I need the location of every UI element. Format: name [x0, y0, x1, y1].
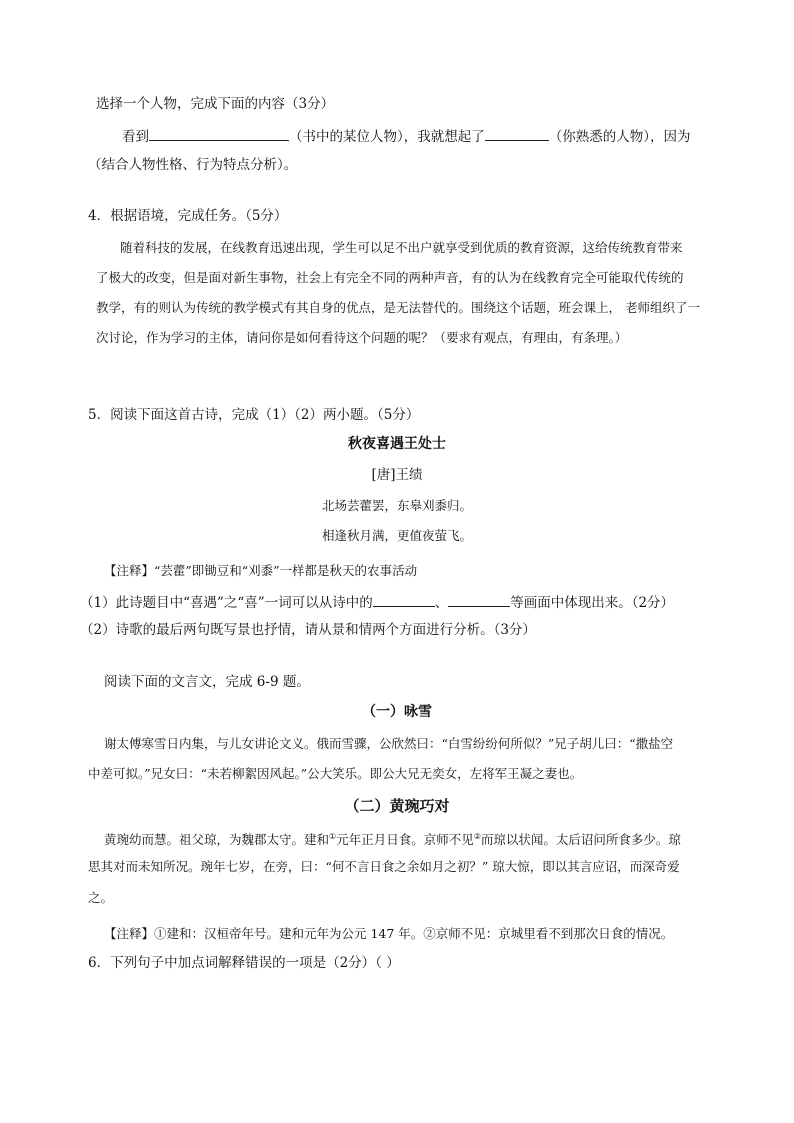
poem-title: 秋夜喜遇王处士	[348, 436, 446, 452]
q4-passage-line1: 随着科技的发展，在线教育迅速出现，学生可以足不出户就享受到优质的教育资源，这给传统教育带来	[120, 240, 683, 255]
part2-line3: 之。	[88, 890, 114, 905]
q3-line2-b: （书中的某位人物），我就想起了	[289, 129, 485, 145]
q3-line2	[122, 126, 691, 146]
footnote-ref-1: ①	[329, 832, 337, 841]
poem-author: [唐]王绩	[371, 467, 423, 483]
answer-blank-1[interactable]	[149, 126, 289, 141]
poem-line-1: 北场芸藿罢，东皋刈黍归。	[321, 498, 472, 513]
q3-intro: 选择一个人物，完成下面的内容（3分）	[96, 96, 335, 112]
part1-line2: 中差可拟。”兄女曰：“未若柳絮因风起。”公大笑乐。即公大兄无奕女，左将军王凝之妻也。	[88, 766, 583, 781]
answer-blank-2[interactable]	[485, 126, 549, 141]
poem-line-2: 相逢秋月满，更值夜萤飞。	[321, 528, 472, 543]
q3-line2-a: 看到	[122, 129, 149, 145]
answer-blank-3[interactable]	[373, 592, 435, 607]
q5-title: 5．阅读下面这首古诗，完成（1）（2）两小题。（5分）	[88, 407, 420, 423]
footnote-ref-2: ②	[473, 832, 481, 841]
q4-title: 4．根据语境，完成任务。（5分）	[88, 208, 288, 224]
part2-note: 【注释】①建和：汉桓帝年号。建和元年为公元 147 年。②京师不见：京城里看不到那次日食的情况。	[104, 926, 674, 941]
q6-title: 6．下列句子中加点词解释错误的一项是（2分）（ ）	[88, 955, 400, 971]
q3-line3: （结合人物性格、行为特点分析）。	[88, 157, 298, 173]
q4-passage-line3: 教学，有的则认为传统的教学模式有其自身的优点，是无法替代的。围绕这个话题，班会课上， 老师组织了一	[96, 300, 700, 315]
q4-passage-line2: 了极大的改变，但是面对新生事物，社会上有完全不同的两种声音，有的认为在线教育完全可能取代传统的	[96, 270, 684, 285]
part2-line1-c: 而琼以状闻。太后诏问所食多少。琼	[480, 832, 681, 848]
q4-passage-line4: 次讨论，作为学习的主体，请问你是如何看待这个问题的呢？（要求有观点，有理由，有条理。）	[96, 330, 628, 345]
part2-line1-b: 元年正月日食。京师不见	[336, 832, 474, 848]
part2-title: （二）黄琬巧对	[344, 797, 450, 815]
q5-sub2: （2）诗歌的最后两句既写景也抒情，请从景和情两个方面进行分析。（3分）	[80, 622, 536, 638]
part1-title: （一）咏雪	[362, 704, 432, 720]
q5-sub1-b: 、	[434, 595, 449, 611]
q5-sub1-a: （1）此诗题目中“喜遇”之“喜”一词可以从诗中的	[80, 595, 373, 611]
part1-line1: 谢太傅寒雪日内集，与儿女讲论文义。俄而雪骤，公欣然曰：“白雪纷纷何所似？”兄子胡儿曰：“撒盐空	[104, 736, 674, 751]
answer-blank-4[interactable]	[448, 592, 510, 607]
reading-intro: 阅读下面的文言文，完成 6-9 题。	[104, 674, 310, 690]
q5-sub1-c: 等画面中体现出来。（2分）	[510, 595, 675, 611]
q3-line2-c: （你熟悉的人物），因为	[548, 129, 691, 145]
q5-sub1	[80, 592, 674, 612]
part2-line1-a: 黄琬幼而慧。祖父琼，为魏郡太守。建和	[104, 832, 330, 848]
part2-line2: 思其对而未知所况。琬年七岁，在旁，曰：“何不言日食之余如月之初？” 琼大惊，即以其言应诏，而深奇爱	[88, 859, 680, 874]
poem-note: 【注释】“芸藿”即锄豆和“刈黍”一样都是秋天的农事活动	[104, 563, 418, 578]
part2-line1	[104, 828, 681, 849]
